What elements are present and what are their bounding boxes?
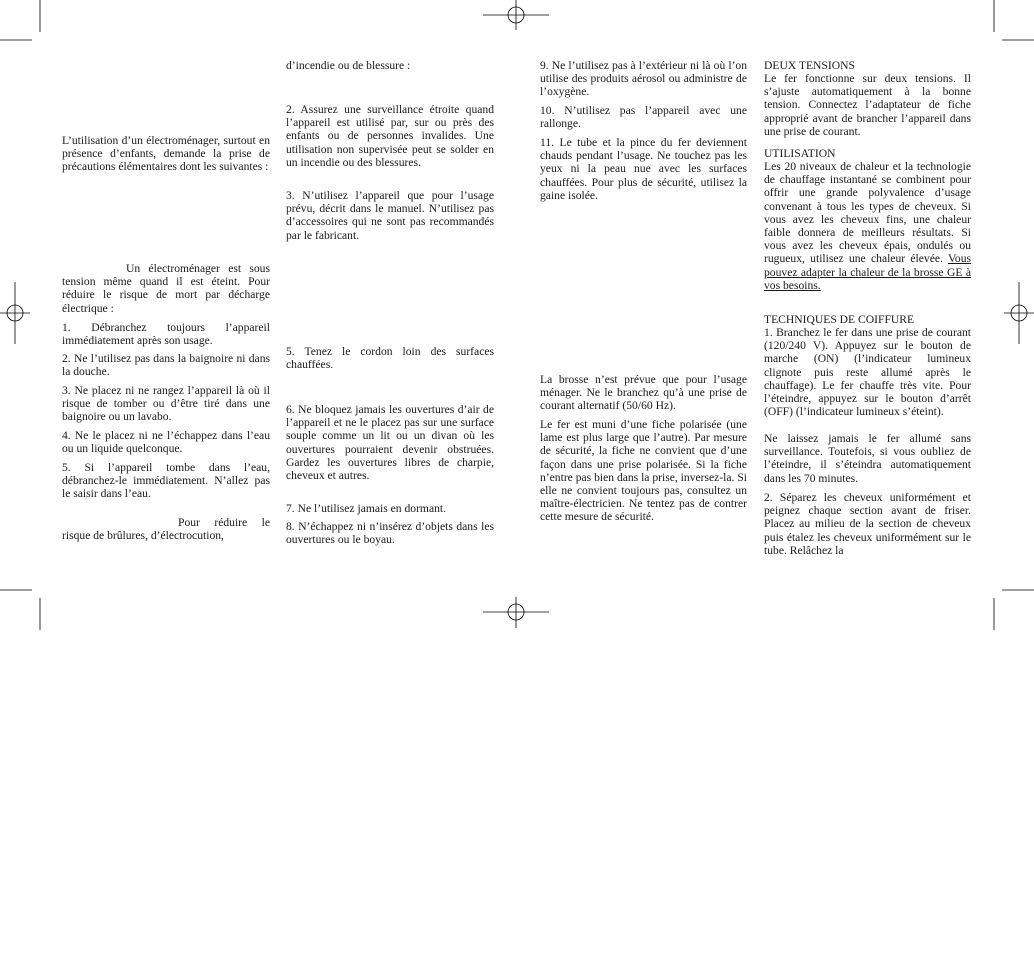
list-item: 2. Séparez les cheveux uniformément et peignez chaque section avant de friser. Placez au milieu de la section de cheveux puis étalez les cheveux uniformément sur le tube. Relâchez la [764, 491, 971, 557]
brosse-text: La brosse n’est prévue que pour l’usage ménager. Ne le branchez qu’à une prise de courant alternatif (50/60 Hz). [540, 373, 747, 413]
list-item: 3. Ne placez ni ne rangez l’appareil là où il risque de tomber ou d’être tiré dans une baignoire ou un lavabo. [62, 384, 270, 424]
list-item: 9. Ne l’utilisez pas à l’extérieur ni là où l’on utilise des produits aérosol ou administre de l’oxygène. [540, 59, 747, 99]
fiche-text: Le fer est muni d’une fiche polarisée (une lame est plus large que l’autre). Par mesure de sécurité, la fiche ne convient que d’une façon dans une prise polarisée. Si la fiche n’entre pas bien dans la prise, inversez-la. Si elle ne convient toujours pas, consultez un maître-électricien. Ne tentez pas de contrer cette mesure de sécurité. [540, 418, 748, 524]
continued-text: d’incendie ou de blessure : [286, 59, 411, 72]
intro-text: L’utilisation d’un électroménager, surtout en présence d’enfants, demande la prise de précautions élémentaires dont les suivantes : [62, 134, 270, 174]
list-item: 3. N’utilisez l’appareil que pour l’usage prévu, décrit dans le manuel. N’utilisez pas d’accessoires qui ne sont pas recommandés par le fabricant. [286, 189, 494, 242]
list-item: 5. Si l’appareil tombe dans l’eau, débranchez-le immédiatement. N’allez pas le saisir dans l’eau. [62, 461, 270, 501]
list-item: 1. Branchez le fer dans une prise de courant (120/240 V). Appuyez sur le bouton de marche (ON) (l’indicateur lumineux clignote puis reste allumé après le chauffage). Le fer chauffe très vite. Pour l’éteindre, appuyez sur le bouton d’arrêt (OFF) (l’indicateur lumineux s’éteint). [764, 326, 971, 419]
list-item: 6. Ne bloquez jamais les ouvertures d’air de l’appareil et ne le placez pas sur une surface souple comme un lit ou un divan où les ouvertures pourraient devenir obstruées. Gardez les ouvertures libres de charpie, cheveux et autres. [286, 403, 494, 483]
utilisation-block [764, 160, 971, 292]
heading-deux-tensions: DEUX TENSIONS [764, 59, 855, 72]
utilisation-text: Les 20 niveaux de chaleur et la technologie de chauffage instantané se combinent pour offrir une grande polyvalence d’usage convenant à tous les types de cheveux. Si vous avez les cheveux fins, une chaleur faible donnera de meilleurs résultats. Si vous avez les cheveux épais, ondulés ou rugueux, utilisez une chaleur élevée. [764, 160, 971, 266]
list-item: 1. Débranchez toujours l’appareil immédiatement après son usage. [62, 321, 270, 348]
danger-text: Un électroménager est sous tension même quand il est éteint. Pour réduire le risque de mort par décharge électrique : [62, 262, 270, 315]
list-item: 8. N’échappez ni n’insérez d’objets dans les ouvertures ou le boyau. [286, 520, 494, 547]
list-item: 7. Ne l’utilisez jamais en dormant. [286, 502, 447, 515]
tensions-text: Le fer fonctionne sur deux tensions. Il s’ajuste automatiquement à la bonne tension. Connectez l’adaptateur de fiche approprié avant de brancher l’appareil dans une prise de courant. [764, 72, 971, 138]
warning-text: Pour réduire le risque de brûlures, d’électrocution, [62, 516, 270, 543]
list-item: 2. Assurez une surveillance étroite quand l’appareil est utilisé par, sur ou près des enfants ou de personnes invalides. Une utilisation non supervisée peut se solder en un incendie ou des blessures. [286, 103, 494, 169]
tech1-note: Ne laissez jamais le fer allumé sans surveillance. Toutefois, si vous oubliez de l’éteindre, il s’éteindra automatiquement dans les 70 minutes. [764, 432, 971, 485]
heading-utilisation: UTILISATION [764, 147, 836, 160]
utilisation-underlined: Vous pouvez adapter la chaleur de la brosse GE à vos besoins. [764, 252, 971, 292]
list-item: 10. N’utilisez pas l’appareil avec une rallonge. [540, 104, 747, 131]
list-item: 11. Le tube et la pince du fer deviennent chauds pendant l’usage. Ne touchez pas les yeux ni la peau nue avec les surfaces chauffées. Pour plus de sécurité, utilisez la gaine isolée. [540, 136, 747, 202]
heading-techniques: TECHNIQUES DE COIFFURE [764, 313, 915, 326]
list-item: 2. Ne l’utilisez pas dans la baignoire ni dans la douche. [62, 352, 270, 379]
list-item: 4. Ne le placez ni ne l’échappez dans l’eau ou un liquide quelconque. [62, 429, 270, 456]
list-item: 5. Tenez le cordon loin des surfaces chauffées. [286, 345, 494, 372]
